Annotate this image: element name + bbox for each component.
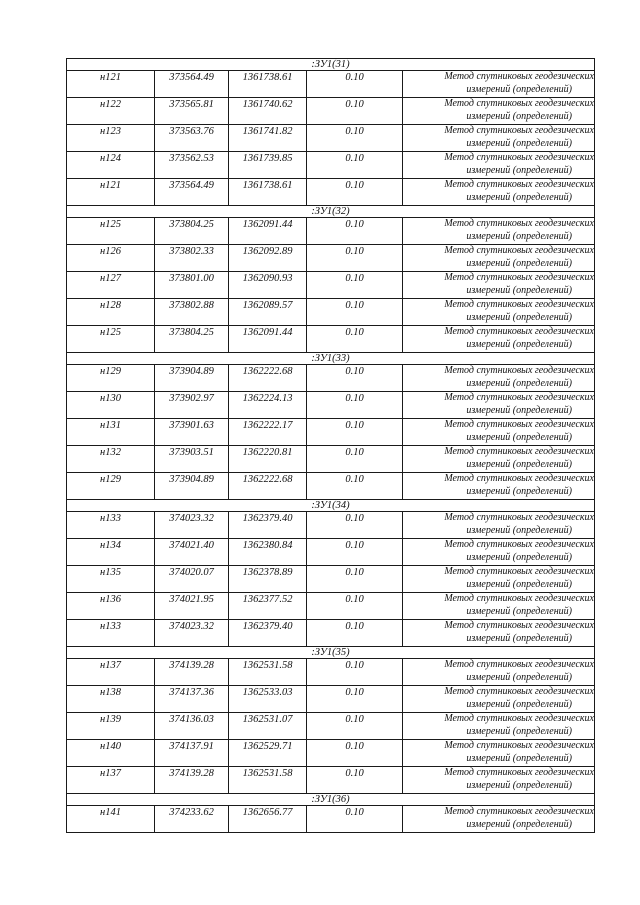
mean-error: 0.10 [307,512,403,539]
method-text-line2: измерений (определений) [466,818,572,830]
parcel-group-row [67,794,595,806]
coord-y: 1362379.40 [229,512,307,539]
method-cell [403,272,595,299]
method-text-line1: Метод спутниковых геодезических [444,740,594,751]
mean-error: 0.10 [307,767,403,794]
point-name: н125 [67,326,155,353]
parcel-group-title: :ЗУ1(34) [67,500,595,512]
coord-y: 1362380.84 [229,539,307,566]
coord-x: 373564.49 [155,71,229,98]
method-text-line2: измерений (определений) [466,431,572,443]
method-cell [403,179,595,206]
point-name: н126 [67,245,155,272]
method-text-line2: измерений (определений) [466,551,572,563]
method-text-line2: измерений (определений) [466,137,572,149]
point-name: н131 [67,419,155,446]
point-name: н133 [67,620,155,647]
coord-x: 374023.32 [155,620,229,647]
coord-x: 374137.36 [155,686,229,713]
coord-x: 373565.81 [155,98,229,125]
coord-y: 1362222.17 [229,419,307,446]
method-text-line1: Метод спутниковых геодезических [444,299,594,310]
coord-y: 1362379.40 [229,620,307,647]
point-name: н136 [67,593,155,620]
method-text-line1: Метод спутниковых геодезических [444,446,594,457]
coord-x: 373563.76 [155,125,229,152]
mean-error: 0.10 [307,473,403,500]
method-text-line2: измерений (определений) [466,725,572,737]
method-text-line1: Метод спутниковых геодезических [444,245,594,256]
method-text-line2: измерений (определений) [466,338,572,350]
point-row [67,620,595,647]
coord-y: 1362531.58 [229,659,307,686]
point-row [67,593,595,620]
coord-y: 1361739.85 [229,152,307,179]
method-cell [403,419,595,446]
mean-error: 0.10 [307,98,403,125]
method-text-line2: измерений (определений) [466,284,572,296]
point-name: н137 [67,767,155,794]
mean-error: 0.10 [307,566,403,593]
point-row [67,218,595,245]
method-cell [403,713,595,740]
coord-x: 374137.91 [155,740,229,767]
point-name: н140 [67,740,155,767]
mean-error: 0.10 [307,686,403,713]
point-row [67,740,595,767]
point-row [67,98,595,125]
mean-error: 0.10 [307,71,403,98]
method-text-line1: Метод спутниковых геодезических [444,713,594,724]
coord-x: 373804.25 [155,218,229,245]
parcel-group-row [67,500,595,512]
coord-x: 373904.89 [155,365,229,392]
coord-y: 1362531.07 [229,713,307,740]
point-row [67,686,595,713]
method-text-line2: измерений (определений) [466,110,572,122]
coord-y: 1362222.68 [229,365,307,392]
coord-x: 374139.28 [155,767,229,794]
coord-y: 1361740.62 [229,98,307,125]
point-name: н121 [67,71,155,98]
coord-x: 373564.49 [155,179,229,206]
coord-y: 1362091.44 [229,326,307,353]
method-text-line1: Метод спутниковых геодезических [444,272,594,283]
method-cell [403,539,595,566]
coord-x: 373804.25 [155,326,229,353]
method-cell [403,473,595,500]
mean-error: 0.10 [307,593,403,620]
mean-error: 0.10 [307,365,403,392]
mean-error: 0.10 [307,326,403,353]
point-name: н129 [67,365,155,392]
parcel-group-row [67,647,595,659]
coord-x: 373562.53 [155,152,229,179]
parcel-group-row [67,206,595,218]
mean-error: 0.10 [307,713,403,740]
method-text-line2: измерений (определений) [466,377,572,389]
point-name: н125 [67,218,155,245]
method-text-line1: Метод спутниковых геодезических [444,620,594,631]
point-name: н138 [67,686,155,713]
coord-y: 1362533.03 [229,686,307,713]
method-cell [403,806,595,833]
method-text-line2: измерений (определений) [466,191,572,203]
method-text-line2: измерений (определений) [466,524,572,536]
coord-x: 374020.07 [155,566,229,593]
mean-error: 0.10 [307,125,403,152]
coord-x: 373903.51 [155,446,229,473]
method-cell [403,98,595,125]
method-text-line1: Метод спутниковых геодезических [444,566,594,577]
coord-x: 374021.40 [155,539,229,566]
method-cell [403,740,595,767]
method-text-line1: Метод спутниковых геодезических [444,512,594,523]
coord-x: 373904.89 [155,473,229,500]
point-name: н134 [67,539,155,566]
coord-y: 1361738.61 [229,179,307,206]
method-text-line2: измерений (определений) [466,632,572,644]
coord-y: 1362222.68 [229,473,307,500]
point-row [67,392,595,419]
point-name: н141 [67,806,155,833]
coord-x: 373802.88 [155,299,229,326]
method-cell [403,767,595,794]
point-row [67,299,595,326]
point-name: н121 [67,179,155,206]
mean-error: 0.10 [307,740,403,767]
method-text-line1: Метод спутниковых геодезических [444,593,594,604]
method-text-line2: измерений (определений) [466,779,572,791]
method-cell [403,686,595,713]
point-name: н122 [67,98,155,125]
point-row [67,419,595,446]
point-row [67,446,595,473]
method-text-line1: Метод спутниковых геодезических [444,686,594,697]
method-text-line2: измерений (определений) [466,164,572,176]
point-row [67,713,595,740]
point-name: н123 [67,125,155,152]
method-cell [403,512,595,539]
coord-x: 373902.97 [155,392,229,419]
method-cell [403,245,595,272]
parcel-group-title: :ЗУ1(32) [67,206,595,218]
method-text-line1: Метод спутниковых геодезических [444,767,594,778]
coord-y: 1361741.82 [229,125,307,152]
coord-x: 374233.62 [155,806,229,833]
method-text-line2: измерений (определений) [466,458,572,470]
coord-y: 1362220.81 [229,446,307,473]
method-text-line1: Метод спутниковых геодезических [444,71,594,82]
mean-error: 0.10 [307,659,403,686]
coord-y: 1362531.58 [229,767,307,794]
point-row [67,179,595,206]
parcel-group-title: :ЗУ1(31) [67,59,595,71]
mean-error: 0.10 [307,299,403,326]
parcel-group-row [67,353,595,365]
method-text-line2: измерений (определений) [466,230,572,242]
point-name: н133 [67,512,155,539]
point-row [67,659,595,686]
point-row [67,566,595,593]
point-name: н137 [67,659,155,686]
method-text-line1: Метод спутниковых геодезических [444,806,594,817]
method-text-line1: Метод спутниковых геодезических [444,218,594,229]
coordinates-table [66,58,595,833]
parcel-group-title: :ЗУ1(35) [67,647,595,659]
point-name: н124 [67,152,155,179]
method-text-line2: измерений (определений) [466,605,572,617]
mean-error: 0.10 [307,218,403,245]
mean-error: 0.10 [307,245,403,272]
coord-y: 1362092.89 [229,245,307,272]
method-cell [403,365,595,392]
parcel-group-title: :ЗУ1(36) [67,794,595,806]
point-name: н139 [67,713,155,740]
point-row [67,272,595,299]
coord-y: 1362224.13 [229,392,307,419]
point-row [67,473,595,500]
method-cell [403,125,595,152]
method-cell [403,392,595,419]
point-row [67,152,595,179]
coord-y: 1362529.71 [229,740,307,767]
coord-y: 1362656.77 [229,806,307,833]
method-text-line1: Метод спутниковых геодезических [444,539,594,550]
point-row [67,245,595,272]
point-row [67,326,595,353]
point-name: н129 [67,473,155,500]
method-text-line2: измерений (определений) [466,671,572,683]
coord-x: 374023.32 [155,512,229,539]
method-cell [403,659,595,686]
method-text-line1: Метод спутниковых геодезических [444,419,594,430]
method-cell [403,71,595,98]
mean-error: 0.10 [307,419,403,446]
mean-error: 0.10 [307,152,403,179]
point-row [67,71,595,98]
method-text-line2: измерений (определений) [466,578,572,590]
mean-error: 0.10 [307,806,403,833]
coord-x: 373801.00 [155,272,229,299]
method-text-line2: измерений (определений) [466,485,572,497]
coord-x: 374136.03 [155,713,229,740]
method-cell [403,566,595,593]
mean-error: 0.10 [307,620,403,647]
coord-y: 1362090.93 [229,272,307,299]
coord-x: 373802.33 [155,245,229,272]
coord-y: 1362377.52 [229,593,307,620]
method-cell [403,218,595,245]
point-row [67,767,595,794]
point-row [67,512,595,539]
point-row [67,125,595,152]
mean-error: 0.10 [307,392,403,419]
method-text-line2: измерений (определений) [466,752,572,764]
coord-y: 1362089.57 [229,299,307,326]
method-cell [403,152,595,179]
method-cell [403,326,595,353]
mean-error: 0.10 [307,539,403,566]
point-row [67,365,595,392]
method-text-line1: Метод спутниковых геодезических [444,326,594,337]
method-text-line2: измерений (определений) [466,404,572,416]
method-cell [403,299,595,326]
method-cell [403,593,595,620]
point-name: н132 [67,446,155,473]
method-cell [403,446,595,473]
point-row [67,806,595,833]
method-text-line2: измерений (определений) [466,698,572,710]
mean-error: 0.10 [307,179,403,206]
method-text-line1: Метод спутниковых геодезических [444,392,594,403]
parcel-group-title: :ЗУ1(33) [67,353,595,365]
point-name: н135 [67,566,155,593]
point-name: н130 [67,392,155,419]
coord-x: 373901.63 [155,419,229,446]
point-name: н128 [67,299,155,326]
method-text-line1: Метод спутниковых геодезических [444,473,594,484]
method-text-line2: измерений (определений) [466,257,572,269]
coord-y: 1361738.61 [229,71,307,98]
method-text-line1: Метод спутниковых геодезических [444,152,594,163]
method-text-line1: Метод спутниковых геодезических [444,98,594,109]
coord-x: 374139.28 [155,659,229,686]
parcel-group-row [67,59,595,71]
point-row [67,539,595,566]
method-cell [403,620,595,647]
mean-error: 0.10 [307,272,403,299]
point-name: н127 [67,272,155,299]
method-text-line2: измерений (определений) [466,83,572,95]
method-text-line2: измерений (определений) [466,311,572,323]
method-text-line1: Метод спутниковых геодезических [444,365,594,376]
coord-y: 1362091.44 [229,218,307,245]
method-text-line1: Метод спутниковых геодезических [444,659,594,670]
coordinates-sheet [66,58,594,833]
mean-error: 0.10 [307,446,403,473]
method-text-line1: Метод спутниковых геодезических [444,179,594,190]
coord-x: 374021.95 [155,593,229,620]
coord-y: 1362378.89 [229,566,307,593]
method-text-line1: Метод спутниковых геодезических [444,125,594,136]
